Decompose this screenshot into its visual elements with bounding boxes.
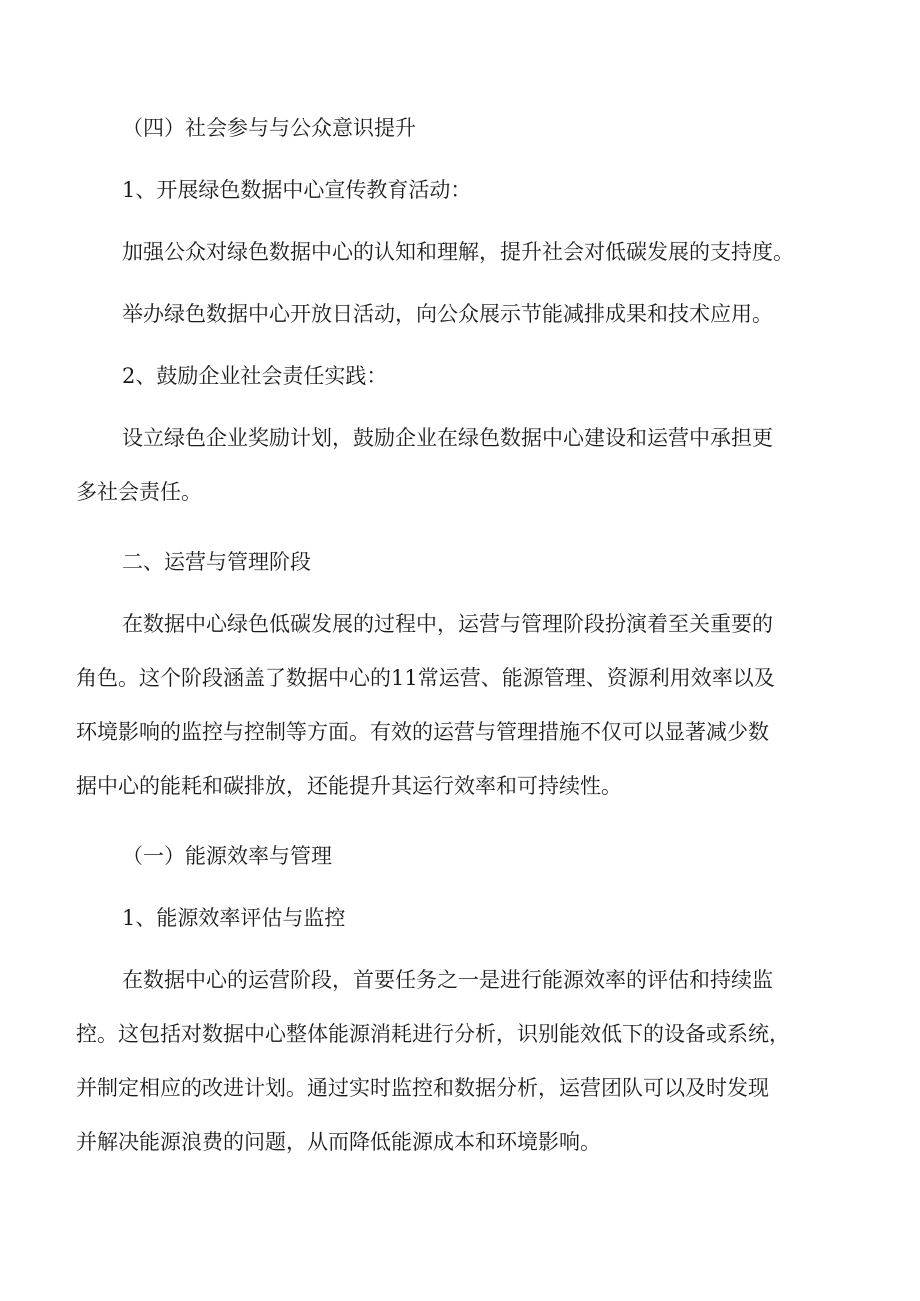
item-2-paragraph-line-1: 设立绿色企业奖励计划，鼓励企业在绿色数据中心建设和运营中承担更 [122, 426, 773, 450]
chapter-2-intro-line-2: 角色。这个阶段涵盖了数据中心的11常运营、能源管理、资源利用效率以及 [76, 666, 775, 690]
chapter-2-intro-line-1: 在数据中心绿色低碳发展的过程中，运营与管理阶段扮演着至关重要的 [122, 612, 773, 636]
chapter-2-heading: 二、运营与管理阶段 [122, 550, 311, 574]
item-1-heading: 1、开展绿色数据中心宣传教育活动： [122, 178, 472, 202]
item-2-paragraph-line-2: 多社会责任。 [76, 480, 202, 504]
item-2-heading: 2、鼓励企业社会责任实践： [122, 364, 388, 388]
sub-item-1-para-line-4: 并解决能源浪费的问题，从而降低能源成本和环境影响。 [76, 1130, 601, 1154]
sub-item-1-para-line-1: 在数据中心的运营阶段，首要任务之一是进行能源效率的评估和持续监 [122, 968, 773, 992]
sub-item-1-para-line-2: 控。这包括对数据中心整体能源消耗进行分析，识别能效低下的设备或系统， [76, 1022, 790, 1046]
item-1-paragraph-1: 加强公众对绿色数据中心的认知和理解，提升社会对低碳发展的支持度。 [122, 240, 794, 264]
chapter-2-intro-line-3: 环境影响的监控与控制等方面。有效的运营与管理措施不仅可以显著减少数 [76, 720, 769, 744]
subsection-1-heading: （一）能源效率与管理 [122, 844, 332, 868]
section-4-heading: （四）社会参与与公众意识提升 [122, 116, 416, 140]
sub-item-1-para-line-3: 并制定相应的改进计划。通过实时监控和数据分析，运营团队可以及时发现 [76, 1076, 769, 1100]
chapter-2-intro-line-4: 据中心的能耗和碳排放，还能提升其运行效率和可持续性。 [76, 774, 622, 798]
sub-item-1-heading: 1、能源效率评估与监控 [122, 906, 346, 930]
item-1-paragraph-2: 举办绿色数据中心开放日活动，向公众展示节能减排成果和技术应用。 [122, 302, 773, 326]
